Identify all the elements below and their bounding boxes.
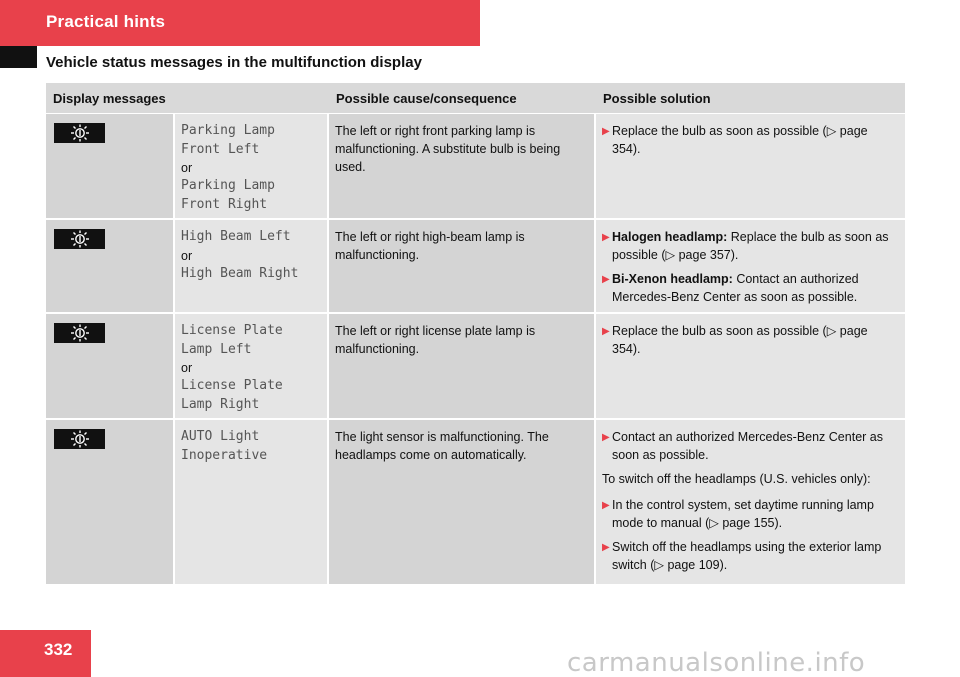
lamp-icon <box>54 323 105 343</box>
table-row <box>46 220 905 314</box>
header-marker <box>0 46 37 68</box>
cause-text: The left or right front parking lamp is malfunctioning. A substitute bulb is being used. <box>329 114 596 218</box>
table-row <box>46 114 905 220</box>
bullet-arrow-icon: ▶ <box>602 126 610 137</box>
or-label: or <box>181 161 193 175</box>
status-messages-table <box>46 83 905 586</box>
solution-item: ▶ Bi-Xenon headlamp: Contact an authorized Mercedes-Benz Center as soon as possible. <box>602 272 859 304</box>
page-subtitle: Vehicle status messages in the multifunction display <box>46 54 422 71</box>
bullet-arrow-icon: ▶ <box>602 326 610 337</box>
cause-text: The left or right high-beam lamp is malfunctioning. <box>329 220 596 312</box>
column-header-solution: Possible solution <box>603 90 711 106</box>
column-header-display-messages: Display messages <box>53 90 166 106</box>
display-message: Parking Lamp Front Right <box>181 178 275 212</box>
table-header <box>46 83 905 114</box>
solution-item: ▶ In the control system, set daytime running lamp mode to manual (▷ page 155). <box>602 498 874 530</box>
cause-text: The light sensor is malfunctioning. The headlamps come on automatically. <box>329 420 596 584</box>
bullet-arrow-icon: ▶ <box>602 274 610 285</box>
display-message: License Plate Lamp Left <box>181 323 283 357</box>
display-message: Parking Lamp Front Left <box>181 123 275 157</box>
bullet-arrow-icon: ▶ <box>602 542 610 553</box>
or-label: or <box>181 248 193 263</box>
column-header-cause: Possible cause/consequence <box>336 90 517 106</box>
page-number: 332 <box>44 640 73 659</box>
or-label: or <box>181 361 193 375</box>
lamp-icon <box>54 123 105 143</box>
section-title: Practical hints <box>46 12 166 31</box>
solution-item: ▶ Switch off the headlamps using the exterior lamp switch (▷ page 109). <box>602 540 882 572</box>
solution-item: ▶ Replace the bulb as soon as possible (▷ page 354). <box>602 124 868 156</box>
bullet-arrow-icon: ▶ <box>602 232 610 243</box>
bullet-arrow-icon: ▶ <box>602 500 610 511</box>
section-header-tab <box>0 0 480 46</box>
display-message: High Beam Left <box>181 229 291 244</box>
solution-item: ▶ Replace the bulb as soon as possible (▷ page 354). <box>602 324 868 356</box>
lamp-icon <box>54 229 105 249</box>
page-number-tab <box>0 630 91 677</box>
solution-note: To switch off the headlamps (U.S. vehicles only): <box>602 472 871 486</box>
bullet-arrow-icon: ▶ <box>602 432 610 443</box>
display-message: License Plate Lamp Right <box>181 378 283 412</box>
watermark: carmanualsonline.info <box>567 648 866 677</box>
lamp-icon <box>54 429 105 449</box>
table-row <box>46 314 905 420</box>
cause-text: The left or right license plate lamp is malfunctioning. <box>329 314 596 418</box>
solution-item: ▶ Halogen headlamp: Replace the bulb as soon as possible (▷ page 357). <box>602 230 889 262</box>
solution-item: ▶ Contact an authorized Mercedes-Benz Center as soon as possible. <box>602 430 883 462</box>
display-message: AUTO Light Inoperative <box>181 429 268 463</box>
display-message: High Beam Right <box>181 265 299 281</box>
table-row <box>46 420 905 586</box>
